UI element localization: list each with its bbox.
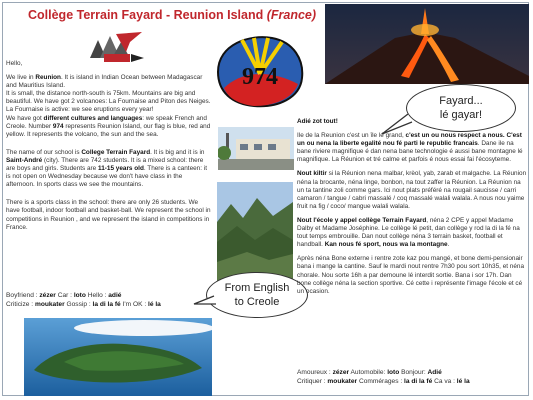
title-text: Collège Terrain Fayard - Reunion Island — [28, 8, 264, 22]
island-aerial-image — [24, 318, 212, 396]
reunion-974-badge — [212, 30, 308, 110]
creole-text-column — [297, 118, 527, 302]
vocab-row-1: Boyfriend : zézer Car : loto Hello : adié — [6, 292, 122, 299]
school-logo — [86, 28, 148, 64]
speech-bubble-english-creole — [206, 272, 308, 318]
school-building-image — [218, 127, 294, 170]
vocab-row-2: Criticize : moukater Gossip : la di la fé I'm OK : lé la — [6, 301, 161, 308]
title-country: (France) — [266, 8, 317, 22]
paragraph-adie: Adié zot tout! — [297, 118, 338, 125]
page-title — [28, 8, 316, 22]
bubble-line-2: lé gayar! — [439, 109, 483, 121]
speech-bubble-tail-bottom — [192, 294, 218, 308]
paragraph-apres: Après néna Bone externe i rentre zote kaz pou mangé, et bone demi-pensionair bana i mange la cantine. Sauf le mardi nout rentre 7h30 pou sort 10h35, et néna chorale. Nou sorte 16h a par demoune lé interdit sortie. Bana i sor 17h. Dan bone collège néna la section sportive. Cé cette i représente l'image l'école et cé un ocasion. — [297, 255, 525, 295]
volcano-eruption-image — [325, 4, 529, 84]
vocab-french-creole — [297, 368, 470, 386]
paragraph-kiltir: Nout kiltir si la Réunion nena malbar, krèol, yab, zarab et malgache. La Réunion néna la brocante, néna linge, bonbon, na tout zaffer la Réunion. La Réunion na un ta tantine zoli comme gars. Ici nout plats préféré na rougail saucisse / carri camaron / tangue / cabri massalé / coq massalé walali walala. A nous nou yaime fruit na fig / coco/ mangue walali walala. — [297, 170, 527, 210]
paragraph-school: The name of our school is College Terrain Fayard. It is big and it is in Saint-André (city). There are 742 students. It is a mixed school: there are boys and girls. Students are 11-15 years old. There is a canteen: it is not open on Wednesday because we don't have class in the afternoon. In sports class we see the mountains. — [6, 148, 207, 189]
vocab-right-row-2: Critiquer : moukater Commérages : la di la fé Ca va : lé la — [297, 378, 470, 385]
paragraph-lecole: Nout l'école y appel collège Terrain Fayard, néna 2 CPE y appel Madame Dalby et Madame Joséphine. Le collège lé petit, dan collège y rod la di la fé na tout temps embrouille. Dan nout collège néna 3 terrain basket, football et handball. Kan nous fé sport, nous wa la montagne. — [297, 216, 520, 249]
bubble-line-1: Fayard... — [439, 95, 483, 107]
paragraph-sports: There is a sports class in the school: there are only 26 students. We have football, indoor football and basket-ball. We represent the school in competitions in Reunion , and we represent the island in competitions in France. — [6, 199, 211, 231]
english-text-column — [6, 60, 211, 238]
paragraph-reunion: We live in Reunion. It is island in Indian Ocean between Madagascar and Mauritius Island. It is small, the distance north-south is 75km. Mountains are big and beautiful. We have got 2 volcanoes: La Fournaise and Piton des Neiges. La Fournaise is active: we see eruptions every year! We have got different cultures and languages: we speak French and Creole. Number 974 represents Reunion Island, our flag is blue, red and yellow. It represents the volcano, the sun and the sea. — [6, 74, 211, 138]
bubble-bottom-line-2: to Creole — [234, 296, 280, 308]
paragraph-ile: Ile de la Reunion c'est un île lé grand, c'est un ou nous respect a nous. C'est un ou nena la liberte egalité nou fé parti le republic francais. Dane ile na bane riviere magnifique é dan nena bane technologie é aussi bane montagne lé magnifique. La Réunion et tré calme et parfois é nous essai fai l'écosyteme. — [297, 132, 523, 164]
vocab-english-creole — [6, 291, 161, 309]
bubble-bottom-line-1: From English — [224, 282, 290, 294]
paragraph-hello: Hello, — [6, 60, 23, 67]
badge-text: 974 — [242, 64, 278, 90]
vocab-right-row-1: Amoureux : zézer Automobile: loto Bonjour: Adié — [297, 369, 442, 376]
